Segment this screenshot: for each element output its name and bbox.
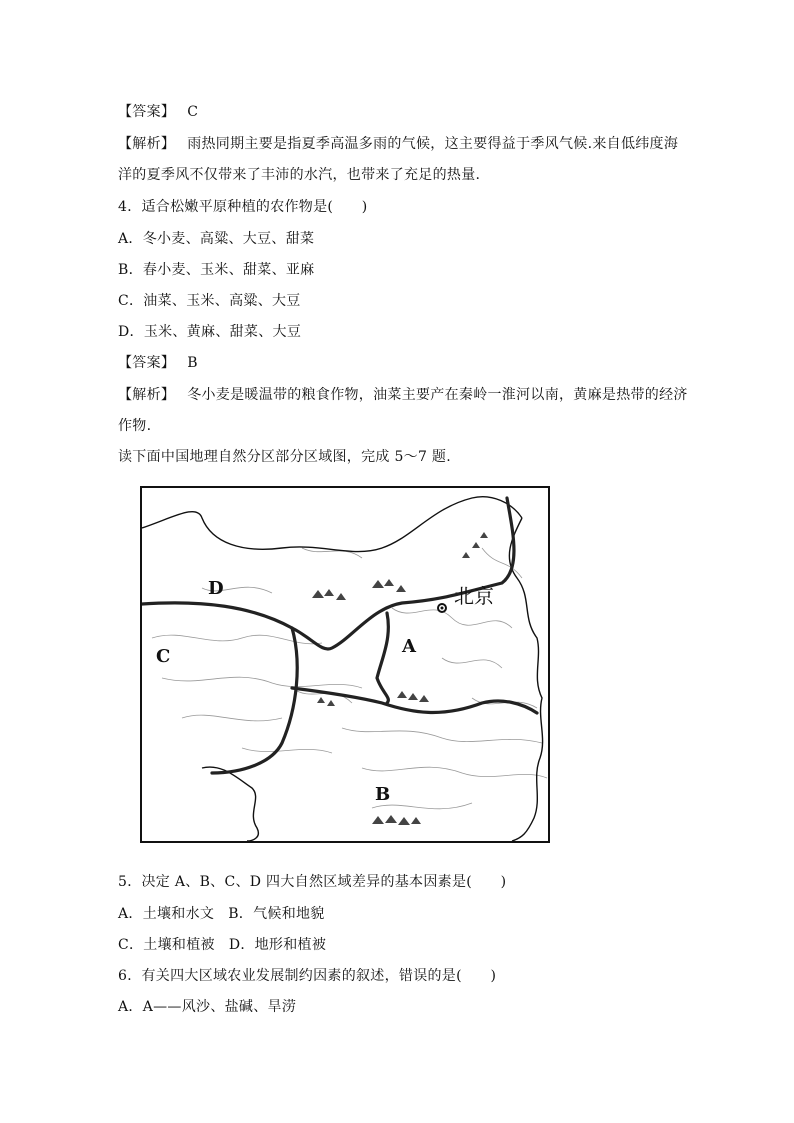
q4-option-d: D．玉米、黄麻、甜菜、大豆 — [118, 324, 302, 340]
q4-answer-line — [118, 353, 198, 373]
q5-options-row1 — [118, 904, 325, 924]
q4-question: 4．适合松嫩平原种植的农作物是( ) — [118, 199, 368, 215]
analysis-text: 冬小麦是暖温带的粮食作物，油菜主要产在秦岭一淮河以南，黄麻是热带的经济 — [187, 387, 688, 403]
answer-value: C — [187, 104, 199, 120]
q4-option-c: C．油菜、玉米、高粱、大豆 — [118, 293, 301, 309]
answer-tag: 【答案】 — [118, 104, 176, 120]
map-intro: 读下面中国地理自然分区部分区域图，完成 5～7 题. — [118, 449, 451, 465]
china-regions-map — [140, 486, 550, 843]
analysis-text: 雨热同期主要是指夏季高温多雨的气候，这主要得益于季风气候.来自低纬度海 — [187, 136, 679, 152]
answer-value: B — [187, 355, 198, 371]
q5-option-b: B．气候和地貌 — [228, 906, 325, 922]
beijing-label: 北京 — [454, 584, 494, 608]
q6-question: 6．有关四大区域农业发展制约因素的叙述，错误的是( ) — [118, 968, 497, 984]
region-label-a: A — [402, 636, 416, 657]
q5-question: 5．决定 A、B、C、D 四大自然区域差异的基本因素是( ) — [118, 874, 507, 890]
q5-option-d: D．地形和植被 — [228, 937, 327, 953]
map-drawing — [142, 488, 548, 841]
region-boundaries — [142, 498, 537, 773]
answer-tag: 【答案】 — [118, 355, 176, 371]
q4-analysis-line2: 作物. — [118, 418, 152, 434]
region-label-b: B — [375, 784, 391, 805]
mountain-shading — [312, 532, 488, 825]
beijing-marker-dot — [441, 607, 444, 610]
region-label-c: C — [156, 646, 171, 667]
q5-option-c: C．土壤和植被 — [118, 937, 215, 953]
q5-options-row2 — [118, 935, 326, 955]
region-label-d: D — [208, 578, 224, 599]
q4-option-a: A．冬小麦、高粱、大豆、甜菜 — [118, 231, 315, 247]
analysis-tag: 【解析】 — [118, 387, 176, 403]
q4-option-b: B．春小麦、玉米、甜菜、亚麻 — [118, 262, 315, 278]
q5-option-a: A．土壤和水文 — [118, 906, 215, 922]
q3-answer-line — [118, 102, 198, 122]
q6-option-a: A．A——风沙、盐碱、旱涝 — [118, 999, 297, 1015]
analysis-tag: 【解析】 — [118, 136, 176, 152]
q3-analysis-line1 — [118, 134, 678, 154]
q3-analysis-line2: 洋的夏季风不仅带来了丰沛的水汽，也带来了充足的热量. — [118, 167, 481, 183]
q4-analysis-line1 — [118, 385, 688, 405]
